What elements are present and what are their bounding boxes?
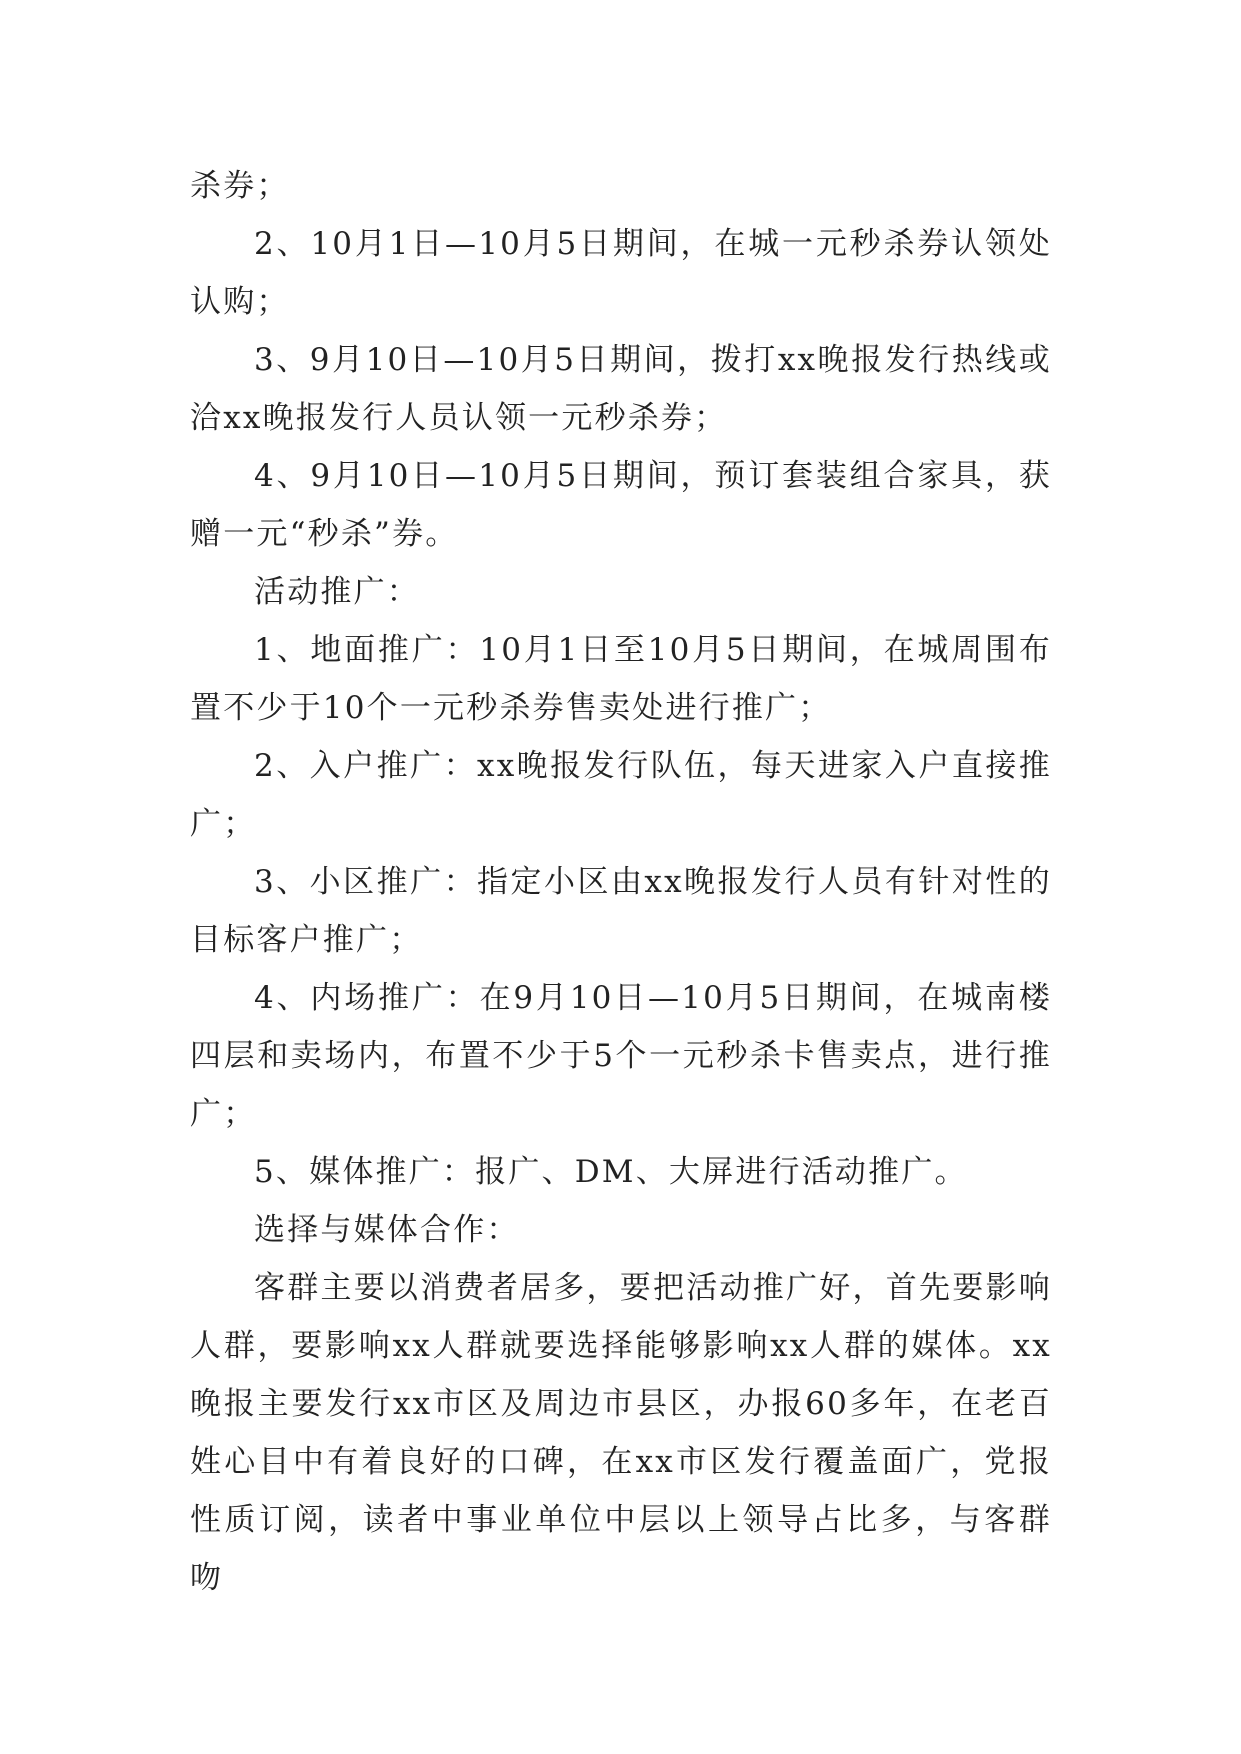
paragraph-1: 2、10月1日—10月5日期间，在城一元秒杀券认领处认购； (190, 226, 1052, 320)
paragraph-3: 4、9月10日—10月5日期间，预订套装组合家具，获赠一元“秒杀”券。 (190, 458, 1052, 552)
section-heading-media: 选择与媒体合作： (254, 1212, 520, 1248)
paragraph-7: 3、小区推广：指定小区由xx晚报发行人员有针对性的目标客户推广； (190, 864, 1052, 958)
paragraph-2: 3、9月10日—10月5日期间，拨打xx晚报发行热线或洽xx晚报发行人员认领一元秒杀券； (190, 342, 1052, 436)
document-body (190, 157, 1052, 1607)
paragraph-6: 2、入户推广：xx晚报发行队伍，每天进家入户直接推广； (190, 748, 1052, 842)
paragraph-8: 4、内场推广：在9月10日—10月5日期间，在城南楼四层和卖场内，布置不少于5个一元秒杀卡售卖点，进行推广； (190, 980, 1052, 1132)
section-heading-promotion: 活动推广： (254, 574, 420, 610)
paragraph-11: 客群主要以消费者居多，要把活动推广好，首先要影响人群，要影响xx人群就要选择能够影响xx人群的媒体。xx晚报主要发行xx市区及周边市县区，办报60多年，在老百姓心目中有着良好的口碑，在xx市区发行覆盖面广，党报性质订阅，读者中事业单位中层以上领导占比多，与客群吻 (190, 1270, 1052, 1596)
paragraph-0: 杀券； (190, 168, 290, 204)
paragraph-5: 1、地面推广：10月1日至10月5日期间，在城周围布置不少于10个一元秒杀券售卖处进行推广； (190, 632, 1052, 726)
paragraph-9: 5、媒体推广：报广、DM、大屏进行活动推广。 (254, 1154, 968, 1190)
